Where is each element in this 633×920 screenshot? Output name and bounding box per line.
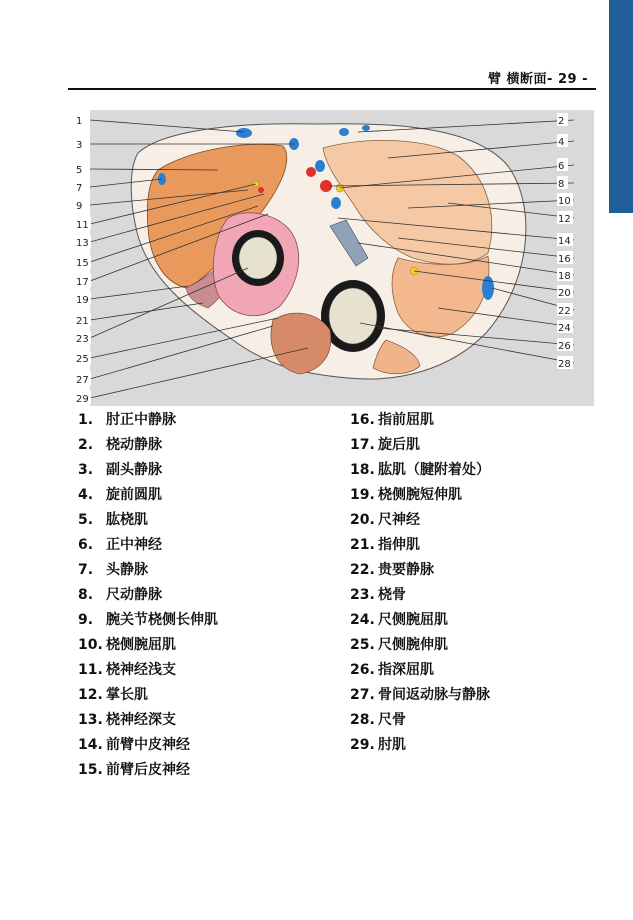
vein-superficial-right-2: [362, 125, 370, 131]
page-header: [68, 66, 596, 90]
legend-item: [350, 410, 490, 435]
legend-item: [78, 485, 218, 510]
figure-label: 21: [76, 316, 89, 327]
legend-item: [78, 560, 218, 585]
chapter-side-tab: [609, 0, 633, 213]
legend-item-text: 副头静脉: [106, 462, 162, 478]
legend-item-text: 正中神经: [106, 537, 162, 553]
figure-label: 19: [76, 295, 89, 306]
legend-item-text: 前臂中皮神经: [106, 737, 190, 753]
legend-item: [78, 510, 218, 535]
legend-item: [350, 535, 490, 560]
figure-label: 12: [558, 214, 571, 225]
legend-item-number: 27.: [350, 687, 375, 703]
legend-item-number: 21.: [350, 537, 375, 553]
legend-item-number: 29.: [350, 737, 375, 753]
legend-item-text: 尺侧腕屈肌: [378, 612, 448, 628]
legend-item-text: 桡神经深支: [106, 712, 176, 728]
figure-label: 28: [558, 359, 571, 370]
legend-item-text: 指伸肌: [378, 537, 420, 553]
legend-item-number: 9.: [78, 612, 94, 628]
page-title: 臂 横断面- 29 -: [488, 72, 588, 87]
legend-item: [350, 685, 490, 710]
legend-item: [350, 585, 490, 610]
figure-label: 5: [76, 165, 83, 176]
legend-item-text: 旋前圆肌: [106, 487, 162, 503]
figure-label: 11: [76, 220, 89, 231]
legend-item-number: 8.: [78, 587, 94, 603]
legend-item-number: 28.: [350, 712, 375, 728]
figure-label: 9: [76, 201, 83, 212]
legend-item-number: 25.: [350, 637, 375, 653]
figure-label: 13: [76, 238, 89, 249]
legend-item-text: 头静脉: [106, 562, 148, 578]
legend-item: [350, 510, 490, 535]
legend-item-text: 肘正中静脉: [106, 412, 176, 428]
legend-item-text: 桡侧腕屈肌: [106, 637, 176, 653]
vein-ulnar: [331, 197, 341, 209]
legend-item-number: 1.: [78, 412, 94, 428]
figure-label: 17: [76, 277, 89, 288]
legend-item: [350, 460, 490, 485]
legend-item: [78, 635, 218, 660]
legend-item: [350, 560, 490, 585]
artery-radial: [306, 167, 316, 177]
legend-item-text: 肘肌: [378, 737, 406, 753]
legend-column-left: [78, 410, 218, 785]
legend-item-text: 肱肌（腱附着处）: [378, 462, 490, 478]
bone-ulna-marrow: [329, 288, 377, 344]
legend-item: [350, 635, 490, 660]
legend-item-text: 尺侧腕伸肌: [378, 637, 448, 653]
legend-item: [350, 435, 490, 460]
legend-item-number: 24.: [350, 612, 375, 628]
legend-item-number: 16.: [350, 412, 375, 428]
legend-item-text: 尺动静脉: [106, 587, 162, 603]
legend-item-number: 17.: [350, 437, 375, 453]
legend-item: [78, 410, 218, 435]
legend-item: [350, 485, 490, 510]
legend-item-text: 桡骨: [378, 587, 406, 603]
legend-item-number: 19.: [350, 487, 375, 503]
figure-label: 10: [558, 196, 571, 207]
figure-label: 3: [76, 140, 83, 151]
figure-label: 20: [558, 288, 571, 299]
legend-item-number: 11.: [78, 662, 103, 678]
legend-item-number: 6.: [78, 537, 94, 553]
figure-label: 6: [558, 161, 565, 172]
legend-item-text: 尺骨: [378, 712, 406, 728]
figure-label: 27: [76, 375, 89, 386]
legend-item-text: 骨间返动脉与静脉: [378, 687, 490, 703]
legend-item-text: 指深屈肌: [378, 662, 434, 678]
header-rule: [68, 88, 596, 90]
legend-item-number: 3.: [78, 462, 94, 478]
figure-label: 24: [558, 323, 571, 334]
legend-item: [78, 735, 218, 760]
figure-label: 26: [558, 341, 571, 352]
cross-section-figure: [68, 108, 596, 408]
legend-item-text: 桡神经浅支: [106, 662, 176, 678]
legend-item-text: 桡侧腕短伸肌: [378, 487, 462, 503]
legend-item-text: 前臂后皮神经: [106, 762, 190, 778]
figure-label: 16: [558, 254, 571, 265]
legend-item-number: 23.: [350, 587, 375, 603]
legend-item: [78, 435, 218, 460]
legend-item: [78, 710, 218, 735]
figure-label: 4: [558, 137, 565, 148]
artery-small: [258, 187, 264, 193]
figure-label: 14: [558, 236, 571, 247]
figure-label: 25: [76, 354, 89, 365]
legend-item-text: 指前屈肌: [378, 412, 434, 428]
legend-item-number: 10.: [78, 637, 103, 653]
legend-item: [78, 760, 218, 785]
legend-item-number: 4.: [78, 487, 94, 503]
legend-item: [78, 610, 218, 635]
figure-label: 22: [558, 306, 571, 317]
legend-item-text: 掌长肌: [106, 687, 148, 703]
legend-item-text: 贵要静脉: [378, 562, 434, 578]
legend-item-number: 2.: [78, 437, 94, 453]
figure-label: 15: [76, 258, 89, 269]
legend-item: [78, 460, 218, 485]
legend-column-right: [350, 410, 490, 760]
legend-item-number: 20.: [350, 512, 375, 528]
vein-radial: [315, 160, 325, 172]
legend-item-text: 桡动静脉: [106, 437, 162, 453]
left-labels: [75, 113, 91, 405]
legend-item-text: 肱桡肌: [106, 512, 148, 528]
figure-label: 8: [558, 179, 565, 190]
legend-item: [78, 685, 218, 710]
legend-item: [350, 610, 490, 635]
figure-label: 7: [76, 183, 83, 194]
legend-item-number: 12.: [78, 687, 103, 703]
legend-item: [350, 710, 490, 735]
legend-item-number: 13.: [78, 712, 103, 728]
vein-median-cubital: [236, 128, 252, 138]
legend-item-text: 旋后肌: [378, 437, 420, 453]
legend-item-text: 腕关节桡侧长伸肌: [106, 612, 218, 628]
legend-item-number: 5.: [78, 512, 94, 528]
legend-item-number: 14.: [78, 737, 103, 753]
legend-item-number: 22.: [350, 562, 375, 578]
legend-item: [350, 735, 490, 760]
figure-label: 2: [558, 116, 565, 127]
bone-radius-marrow: [239, 237, 277, 279]
legend-item-number: 26.: [350, 662, 375, 678]
figure-label: 23: [76, 334, 89, 345]
legend-item: [350, 660, 490, 685]
legend-item: [78, 585, 218, 610]
legend-item-number: 15.: [78, 762, 103, 778]
legend-item-number: 7.: [78, 562, 94, 578]
legend-item-text: 尺神经: [378, 512, 420, 528]
cross-section-svg: [68, 108, 596, 408]
figure-label: 1: [76, 116, 83, 127]
legend-item: [78, 660, 218, 685]
legend-item-number: 18.: [350, 462, 375, 478]
figure-label: 29: [76, 394, 89, 405]
figure-label: 18: [558, 271, 571, 282]
legend-item: [78, 535, 218, 560]
vein-superficial-right: [339, 128, 349, 136]
